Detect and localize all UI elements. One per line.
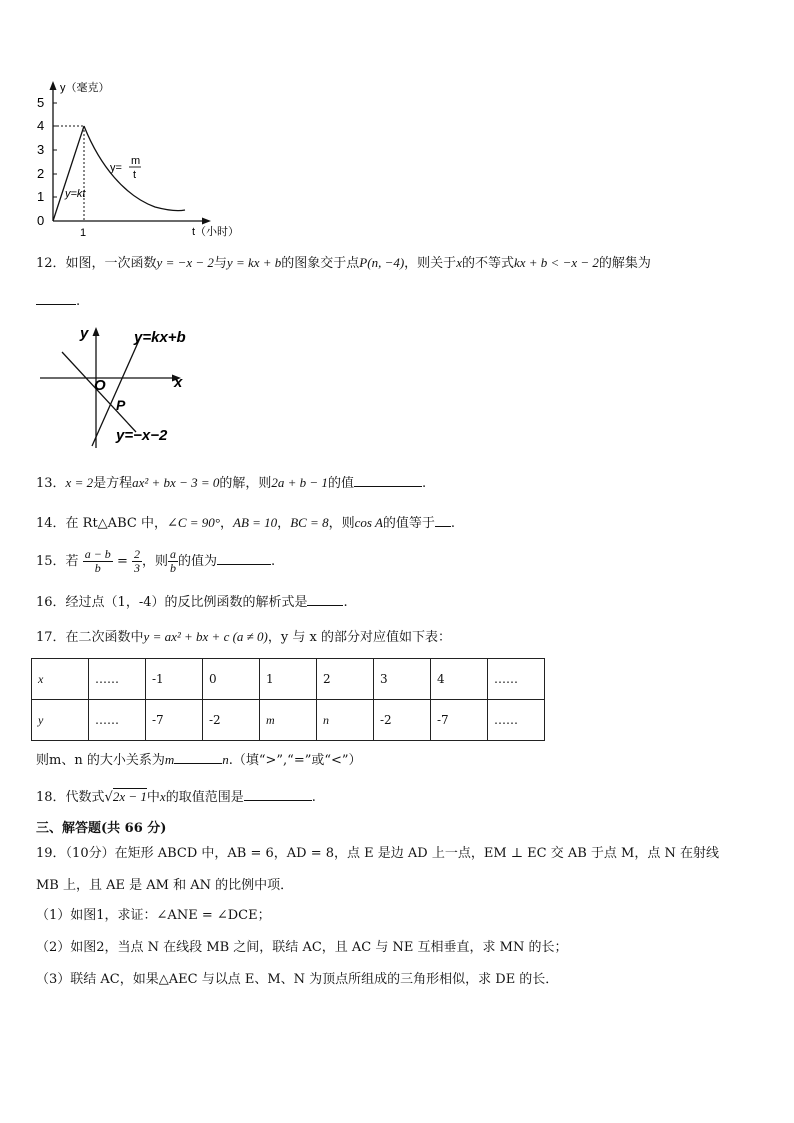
y-tick-0: 0	[37, 213, 45, 228]
question-13: 13．x = 2是方程ax² + bx − 3 = 0的解，则2a + b − 1的值 .	[36, 475, 427, 491]
label-line-kx-b: y=kx+b	[134, 329, 186, 346]
answer-blank-14[interactable]	[435, 514, 451, 527]
x-tick-1: 1	[80, 227, 87, 239]
curve-label-m: m	[131, 155, 141, 167]
concentration-graph	[30, 76, 280, 242]
linear-functions-graph	[36, 322, 206, 450]
label-origin: O	[94, 377, 106, 394]
y-tick-3: 3	[37, 142, 45, 157]
line-y-kt	[53, 126, 84, 221]
question-12: 12．如图，一次函数y = −x − 2与y = kx + b的图象交于点P(n, −4)，则关于x的不等式kx + b < −x − 2的解集为	[36, 255, 651, 271]
question-19-part-1: （1）如图1，求证：∠ANE = ∠DCE；	[36, 908, 271, 923]
table-cell: ……	[488, 700, 545, 741]
question-17-answer-line: 则m、n 的大小关系为m n.（填“>”,“=”或“<”）	[36, 752, 362, 768]
table-cell: n	[317, 700, 374, 741]
table-cell: -2	[203, 700, 260, 741]
y-axis-title: y（毫克）	[60, 82, 110, 94]
table-row-y	[32, 700, 545, 741]
table-cell: x	[32, 659, 89, 700]
question-18: 18．代数式√2x − 1中x的取值范围是 .	[36, 789, 316, 805]
table-cell: 0	[203, 659, 260, 700]
x-axis-arrow	[202, 218, 211, 225]
fraction-a-minus-b-over-b: $\frac{a - b}{b}$	[84, 547, 111, 575]
y-tick-2: 2	[37, 166, 45, 181]
curve-label-t: t	[133, 169, 137, 181]
question-19-line-1: 19．（10分）在矩形 ABCD 中，AB = 6，AD = 8，点 E 是边 AD 上一点，EM ⊥ EC 交 AB 于点 M，点 N 在射线	[36, 846, 719, 861]
table-cell: 2	[317, 659, 374, 700]
label-x: x	[174, 374, 183, 391]
fraction-a-over-b: $\frac{a}{b}$	[170, 547, 176, 575]
answer-blank-16[interactable]	[307, 593, 343, 606]
table-row-x	[32, 659, 545, 700]
answer-blank-13[interactable]	[354, 474, 422, 487]
answer-blank-18[interactable]	[244, 788, 312, 801]
label-y: y	[80, 325, 89, 342]
table-cell: ……	[89, 700, 146, 741]
table-cell: ……	[89, 659, 146, 700]
label-point-p: P	[116, 397, 126, 413]
value-table	[31, 658, 545, 741]
answer-blank-15[interactable]	[217, 552, 271, 565]
question-19-line-2: MB 上，且 AE 是 AM 和 AN 的比例中项．	[36, 878, 294, 893]
sqrt-symbol: √	[104, 790, 113, 805]
y-tick-5: 5	[37, 95, 45, 110]
question-16: 16．经过点（1，-4）的反比例函数的解析式是 .	[36, 595, 348, 610]
table-cell: -7	[146, 700, 203, 741]
y-tick-4: 4	[37, 118, 45, 133]
fraction-2-over-3: $\frac{2}{3}$	[133, 547, 140, 575]
question-17: 17．在二次函数中y = ax² + bx + c (a ≠ 0)，y 与 x 的部分对应值如下表：	[36, 629, 451, 645]
table-cell: y	[32, 700, 89, 741]
table-cell: 1	[260, 659, 317, 700]
question-12-answer-line: .	[36, 292, 80, 311]
table-cell: -1	[146, 659, 203, 700]
question-14: 14．在 Rt△ABC 中，∠C = 90°，AB = 10，BC = 8，则cos A的值等于 .	[36, 515, 456, 531]
table-cell: 3	[374, 659, 431, 700]
table-cell: 4	[431, 659, 488, 700]
y-axis-arrow	[50, 81, 57, 90]
curve-label-prefix: y=	[110, 162, 122, 174]
y-axis-arrow	[93, 327, 100, 336]
question-19-part-2: （2）如图2，当点 N 在线段 MB 之间，联结 AC，且 AC 与 NE 互相垂直，求 MN 的长；	[36, 940, 568, 955]
table-cell: -7	[431, 700, 488, 741]
x-axis-title: t（小时）	[192, 226, 240, 238]
question-19-part-3: （3）联结 AC，如果△AEC 与以点 E、M、N 为顶点所组成的三角形相似，求 DE 的长．	[36, 972, 559, 987]
answer-blank-12[interactable]	[36, 292, 76, 305]
section-title: 三、解答题(共 66 分)	[36, 821, 167, 836]
y-tick-1: 1	[37, 189, 45, 204]
table-cell: m	[260, 700, 317, 741]
table-cell: ……	[488, 659, 545, 700]
table-cell: -2	[374, 700, 431, 741]
answer-blank-17[interactable]	[174, 751, 222, 764]
label-line-neg-x-2: y=−x−2	[116, 427, 168, 444]
line-label-kt: y=kt	[65, 188, 86, 200]
question-15: 15．若 $\frac{a - b}{b}$ = $\frac{2}{3}$ ，则 $\frac{a}{b}$ 的值为 .	[36, 547, 276, 575]
